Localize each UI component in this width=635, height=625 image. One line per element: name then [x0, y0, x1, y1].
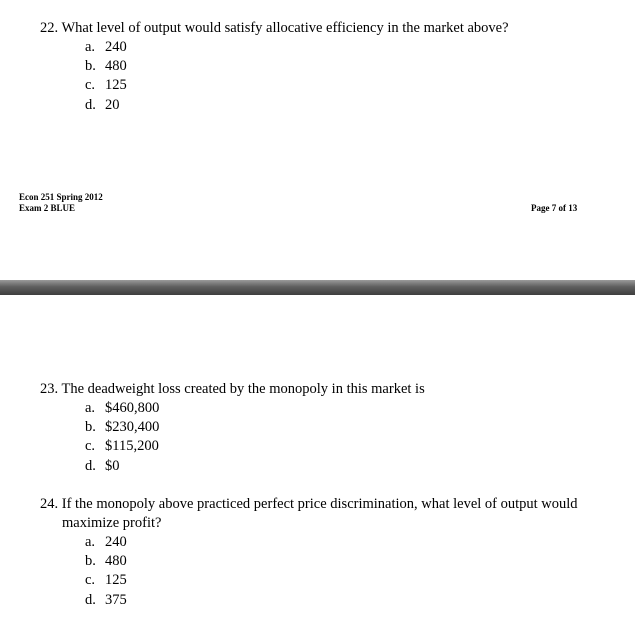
option-text: 480	[105, 58, 127, 75]
option-letter: c.	[85, 77, 96, 94]
option-letter: b.	[85, 419, 96, 436]
page-divider	[0, 280, 635, 295]
option-text: $460,800	[105, 400, 160, 416]
option-letter: b.	[85, 553, 96, 570]
option-letter: a.	[85, 534, 96, 550]
question-23-options	[40, 399, 600, 476]
question-24	[40, 495, 600, 610]
option-b	[40, 552, 600, 571]
page-number: Page 7 of 13	[531, 203, 578, 213]
option-c	[40, 76, 600, 95]
question-22-stem: 22. What level of output would satisfy allocative efficiency in the market above?	[40, 20, 509, 36]
option-text: 240	[105, 534, 127, 550]
question-23-stem: 23. The deadweight loss created by the monopoly in this market is	[40, 381, 425, 397]
option-text: 125	[105, 77, 127, 94]
option-text: 125	[105, 572, 127, 589]
option-letter: c.	[85, 438, 96, 455]
page-footer-left	[19, 192, 103, 213]
question-23	[40, 380, 600, 476]
exam-label: Exam 2 BLUE	[19, 202, 76, 213]
question-24-options	[40, 533, 600, 610]
option-text: 20	[105, 96, 120, 113]
option-text: $115,200	[105, 438, 159, 455]
course-label: Econ 251 Spring 2012	[19, 192, 103, 202]
option-b	[40, 57, 600, 76]
option-text: $0	[105, 457, 120, 474]
option-c	[40, 437, 600, 456]
option-d	[40, 457, 600, 476]
option-letter: d.	[85, 591, 96, 608]
option-text: 375	[105, 591, 127, 608]
option-letter: b.	[85, 58, 96, 75]
question-24-stem: 24. If the monopoly above practiced perfect price discrimination, what level of output would	[40, 496, 578, 512]
option-text: 240	[105, 39, 127, 55]
option-a	[40, 399, 600, 418]
option-letter: a.	[85, 39, 96, 55]
question-22-options	[40, 38, 600, 115]
option-a	[40, 38, 600, 57]
option-text: 480	[105, 553, 127, 570]
option-b	[40, 418, 600, 437]
option-c	[40, 571, 600, 590]
option-d	[40, 96, 600, 115]
option-letter: d.	[85, 96, 96, 113]
option-letter: a.	[85, 400, 96, 416]
question-24-stem-continued: maximize profit?	[62, 515, 162, 531]
question-22	[40, 19, 600, 115]
option-a	[40, 533, 600, 552]
option-d	[40, 591, 600, 610]
option-letter: d.	[85, 457, 96, 474]
option-letter: c.	[85, 572, 96, 589]
option-text: $230,400	[105, 419, 160, 436]
